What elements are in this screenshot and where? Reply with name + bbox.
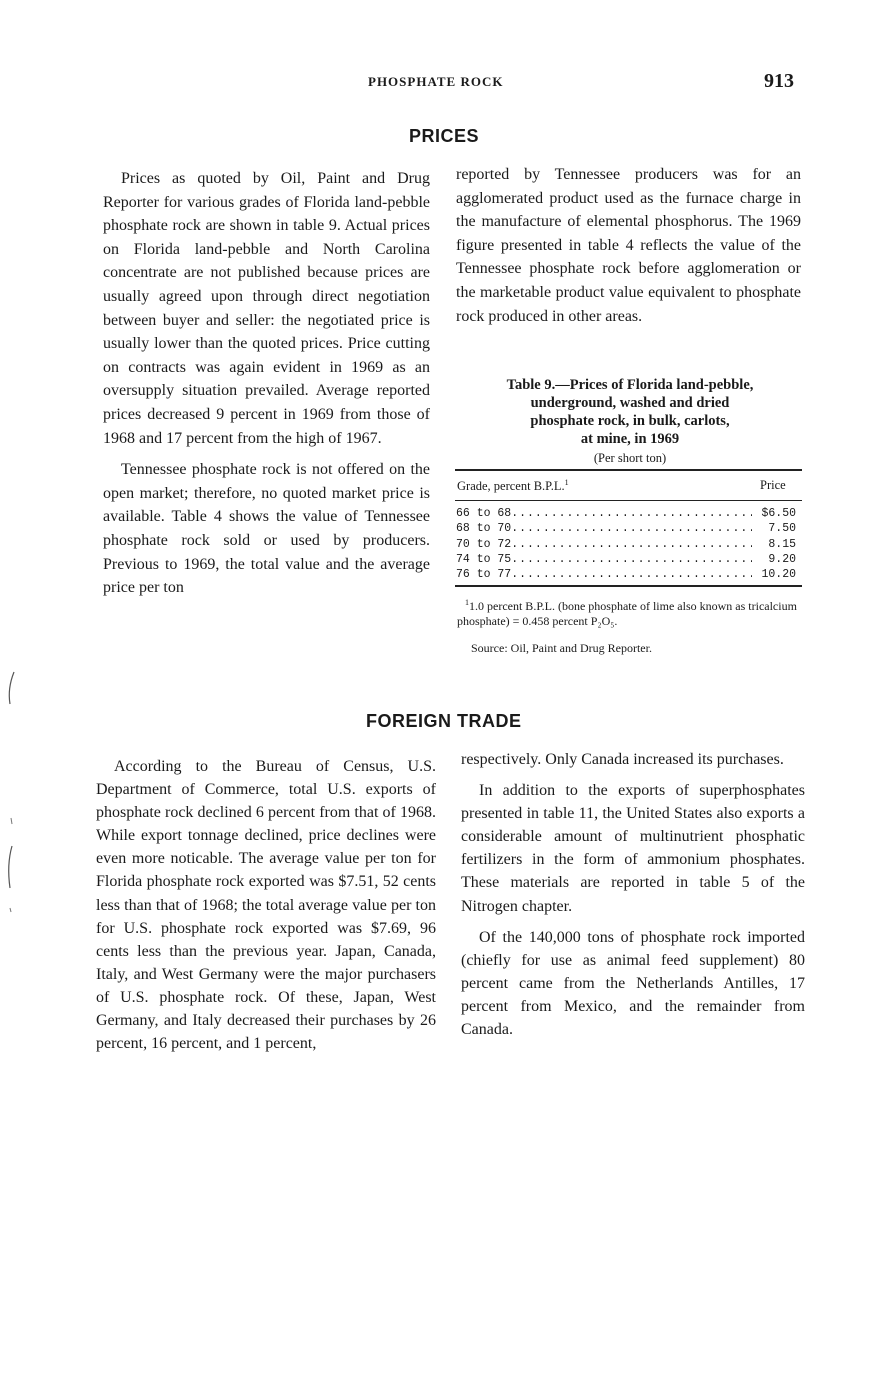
foreign-trade-paragraph-2: respectively. Only Canada increased its purchases.	[461, 751, 784, 768]
foreign-trade-paragraph-1: According to the Bureau of Census, U.S. Department of Commerce, total U.S. exports of phosphate rock declined 6 percent from that of 1968. While export tonnage declined, price declines were even more noticable. The average value per ton for Florida phosphate rock exported was $7.51, 52 cents less than that of 1968; the total average value per ton for U.S. phosphate rock exported was $7.69, 96 cents less than the previous year. Japan, Canada, Italy, and West Germany were the major purchasers of U.S. phosphate rock. Of these, Japan, West Germany, and Italy decreased their purchases by 26 percent, 16 percent, and 1 percent,	[96, 758, 436, 1053]
table9-source	[457, 641, 803, 656]
pencil-mark	[9, 846, 12, 888]
table-top-rule	[455, 469, 802, 471]
price-cell: $6.50	[752, 506, 796, 521]
table-row	[456, 506, 796, 521]
table9-title-line: at mine, in 1969	[580, 431, 680, 447]
table-row	[456, 567, 796, 582]
table9-grade-header	[457, 478, 569, 494]
prices-paragraph-3: reported by Tennessee producers was for an agglomerated product used as the furnace charge in the manufacture of elemental phosphorus. The 1969 figure presented in table 4 reflects the value of the Tennessee phosphate rock before agglomeration or the marketable product value equivalent to phosphate rock produced in other areas.	[456, 166, 801, 325]
foreign-trade-left-column	[96, 755, 436, 1055]
prices-paragraph-1: Prices as quoted by Oil, Paint and Drug Reporter for various grades of Florida land-pebble phosphate rock are shown in table 9. Actual prices on Florida land-pebble and North Carolina concentrate are not published because prices are usually agreed upon through direct negotiation between buyer and seller: the negotiated price is usually lower than the quoted prices. Price cutting on contracts was again evident in 1969 as an oversupply situation prevailed. Average reported prices decreased 9 percent in 1969 from those of 1968 and 17 percent from the high of 1967.	[103, 170, 430, 447]
table9-footnote	[457, 596, 803, 628]
footnote-marker: 1	[465, 598, 469, 607]
pencil-mark	[9, 672, 14, 704]
table9-title-line: phosphate rock, in bulk, carlots,	[530, 413, 730, 429]
foreign-trade-paragraph-4: Of the 140,000 tons of phosphate rock imported (chiefly for use as animal feed supplement) 80 percent came from the Netherlands Antilles, 17 percent from Mexico, and the remainder from Canada.	[461, 928, 805, 1039]
table9-title	[455, 376, 805, 448]
grade-cell: 70 to 72 .....	[456, 537, 752, 552]
foreign-trade-right-column	[461, 748, 805, 1041]
table9-body	[456, 506, 796, 582]
prices-left-column	[103, 167, 430, 600]
grade-cell: 66 to 68 .....	[456, 506, 752, 521]
left-margin-pencil-marks	[0, 660, 30, 920]
table-row	[456, 537, 796, 552]
grade-header-label: Grade, percent B.P.L.	[457, 479, 565, 494]
table9-title-line: Table 9.—Prices of Florida land-pebble,	[506, 377, 754, 393]
table-bottom-rule	[455, 585, 802, 587]
price-cell: 10.20	[752, 567, 796, 582]
page-number: 913	[764, 70, 794, 92]
table9-unit: (Per short ton)	[593, 451, 667, 465]
foreign-trade-paragraph-3: In addition to the exports of superphosphates presented in table 11, the United States also exports a considerable amount of multinutrient phosphatic fertilizers in the form of ammonium phosphates. These materials are reported in table 5 of the Nitrogen chapter.	[461, 782, 805, 915]
prices-right-column	[456, 163, 801, 328]
grade-cell: 76 to 77 .....	[456, 567, 752, 582]
table-row	[456, 521, 796, 536]
grade-header-footnote-ref: 1	[564, 478, 569, 487]
price-cell: 8.15	[752, 537, 796, 552]
pencil-mark	[11, 818, 12, 824]
table9-price-header: Price	[760, 478, 786, 492]
prices-heading: PRICES	[409, 126, 480, 146]
table-row	[456, 552, 796, 567]
grade-cell: 74 to 75 .....	[456, 552, 752, 567]
price-cell: 7.50	[752, 521, 796, 536]
footnote-text: 1.0 percent B.P.L. (bone phosphate of lime also known as tricalcium phosphate) = 0.458 percent P₂O₅.	[457, 599, 797, 628]
table-header-rule	[455, 500, 802, 501]
running-head: PHOSPHATE ROCK	[368, 74, 504, 89]
source-note: Source: Oil, Paint and Drug Reporter.	[471, 641, 652, 655]
table9-title-line: underground, washed and dried	[530, 395, 730, 411]
prices-paragraph-2: Tennessee phosphate rock is not offered on the open market; therefore, no quoted market price is available. Table 4 shows the value of Tennessee phosphate rock sold or used by producers. Previous to 1969, the total value and the average price per ton	[103, 461, 430, 597]
pencil-mark	[10, 908, 11, 912]
foreign-trade-heading: FOREIGN TRADE	[366, 711, 522, 731]
price-cell: 9.20	[752, 552, 796, 567]
grade-cell: 68 to 70 .....	[456, 521, 752, 536]
